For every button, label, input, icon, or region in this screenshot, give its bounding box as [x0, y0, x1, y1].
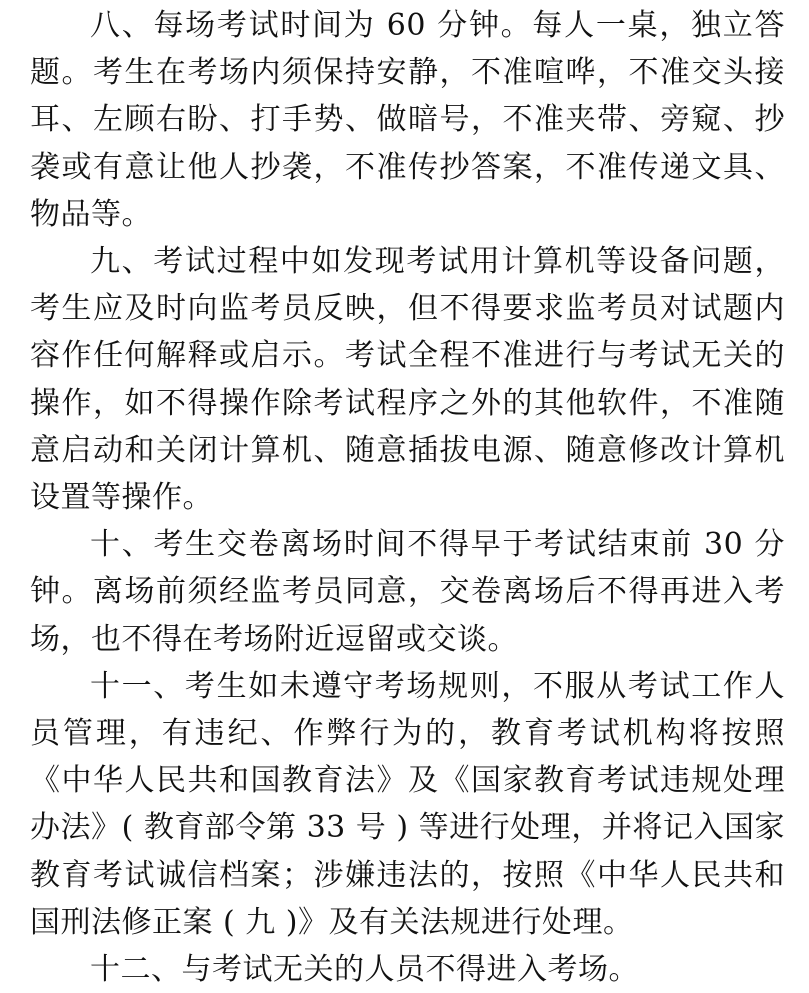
rule-paragraph-12: 十二、与考试无关的人员不得进入考场。 [90, 952, 639, 988]
rule-paragraph-8: 八、每场考试时间为 60 分钟。每人一桌，独立答题。考生在考场内须保持安静，不准喧哗，不准交头接耳、左顾右盼、打手势、做暗号，不准夹带、旁窥、抄袭或有意让他人抄袭，不准传抄答案，不准传递文具、物品等。 [30, 8, 785, 232]
rule-paragraph-9: 九、考试过程中如发现考试用计算机等设备问题，考生应及时向监考员反映，但不得要求监考员对试题内容作任何解释或启示。考试全程不准进行与考试无关的操作，如不得操作除考试程序之外的其他软件，不准随意启动和关闭计算机、随意插拔电源、随意修改计算机设置等操作。 [30, 244, 785, 516]
rule-paragraph-10: 十、考生交卷离场时间不得早于考试结束前 30 分钟。离场前须经监考员同意，交卷离场后不得再进入考场，也不得在考场附近逗留或交谈。 [30, 527, 785, 657]
rule-paragraph-11: 十一、考生如未遵守考场规则，不服从考试工作人员管理，有违纪、作弊行为的，教育考试机构将按照《中华人民共和国教育法》及《国家教育考试违规处理办法》( 教育部令第 33 号 ) 等进行处理，并将记入国家教育考试诚信档案；涉嫌违法的，按照《中华人民共和国刑法修正案 ( 九 )》及有关法规进行处理。 [30, 668, 785, 940]
